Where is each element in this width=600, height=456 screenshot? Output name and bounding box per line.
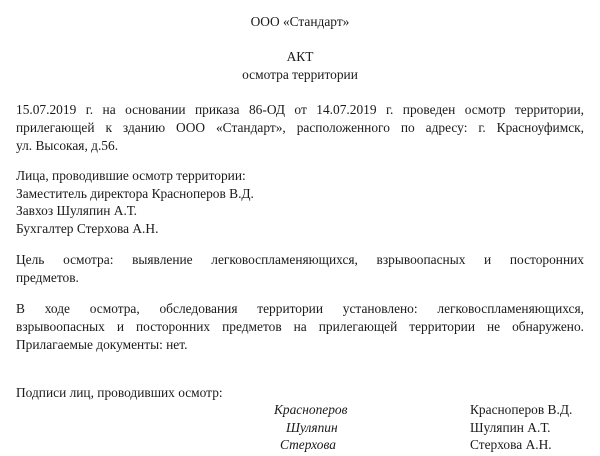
purpose-line-1: Цель осмотра: выявление легковоспламеняющихся, взрывоопасных и посторонних — [16, 252, 584, 267]
person-item: Бухгалтер Стерхова А.Н. — [16, 221, 159, 236]
signatures-heading: Подписи лиц, проводивших осмотр: — [16, 385, 223, 400]
intro-line-1: 15.07.2019 г. на основании приказа 86-ОД от 14.07.2019 г. проведен осмотр территории, — [16, 102, 584, 117]
signer-name: Красноперов В.Д. — [470, 402, 573, 417]
intro-line-3: ул. Высокая, д.56. — [16, 138, 119, 153]
person-item: Заместитель директора Красноперов В.Д. — [16, 186, 254, 201]
intro-line-2: прилегающей к зданию ООО «Стандарт», расположенного по адресу: г. Красноуфимск, — [16, 120, 584, 135]
signer-name: Шуляпин А.Т. — [470, 420, 551, 435]
organization-name: ООО «Стандарт» — [250, 14, 350, 29]
person-item: Завхоз Шуляпин А.Т. — [16, 203, 137, 218]
findings-line-2: взрывоопасных и посторонних предметов на прилегающей территории не обнаружено. — [16, 319, 584, 334]
document-subtitle: осмотра территории — [242, 67, 358, 82]
purpose-line-2: предметов. — [16, 270, 79, 285]
findings-line-3: Прилагаемые документы: нет. — [16, 337, 188, 352]
signature-handwritten: Шуляпин — [286, 420, 338, 435]
findings-line-1: В ходе осмотра, обследования территории установлено: легковоспламеняющихся, — [16, 301, 584, 316]
signer-name: Стерхова А.Н. — [470, 437, 552, 452]
signature-handwritten: Красноперов — [274, 402, 348, 417]
persons-heading: Лица, проводившие осмотр территории: — [16, 168, 246, 183]
document-title: АКТ — [286, 49, 314, 64]
signature-handwritten: Стерхова — [280, 437, 336, 452]
